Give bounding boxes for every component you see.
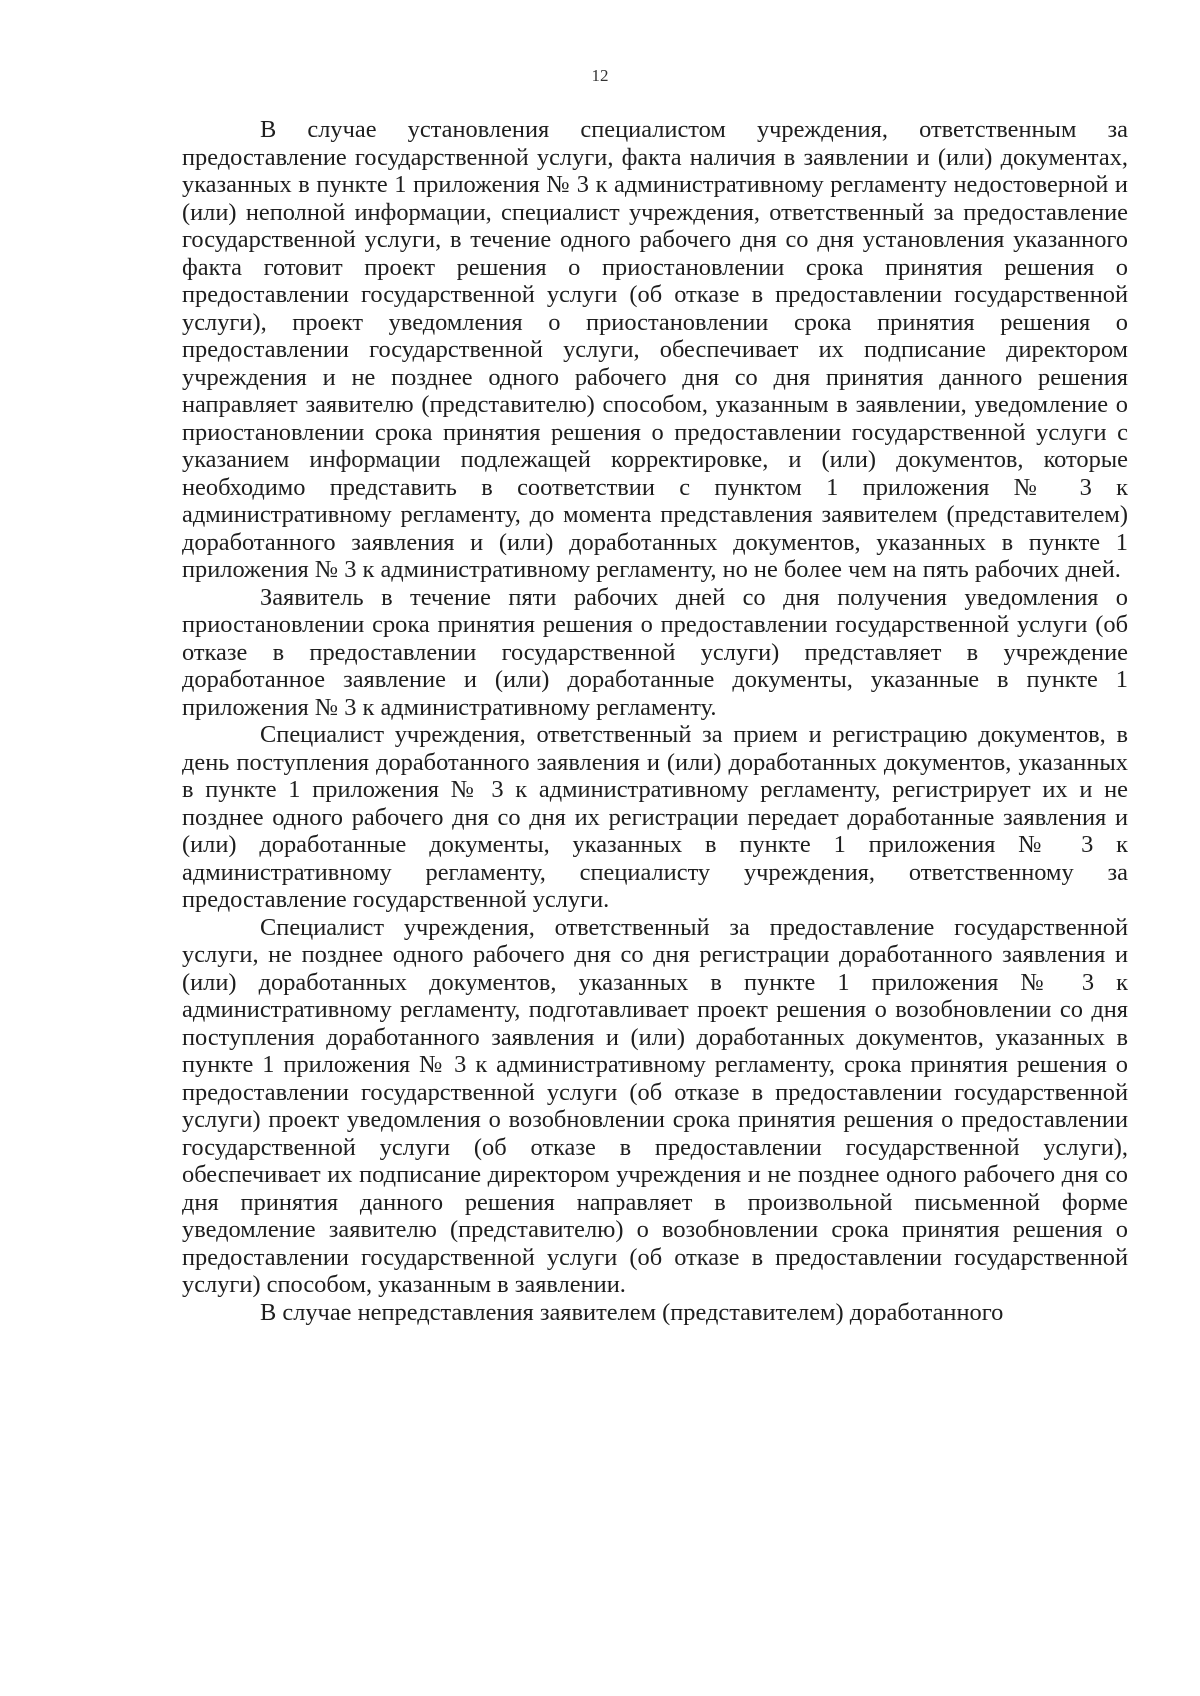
paragraph-3: Специалист учреждения, ответственный за прием и регистрацию документов, в день поступления доработанного заявления и (или) доработанных документов, указанных в пункте 1 приложения № 3 к административному регламенту, регистрирует их и не позднее одного рабочего дня со дня их регистрации передает доработанные заявления и (или) доработанные документы, указанных в пункте 1 приложения № 3 к административному регламенту, специалисту учреждения, ответственному за предоставление государственной услуги. [182,721,1128,913]
paragraph-4: Специалист учреждения, ответственный за предоставление государственной услуги, не позднее одного рабочего дня со дня регистрации доработанного заявления и (или) доработанных документов, указанных в пункте 1 приложения № 3 к административному регламенту, подготавливает проект решения о возобновлении со дня поступления доработанного заявления и (или) доработанных документов, указанных в пункте 1 приложения № 3 к административному регламенту, срока принятия решения о предоставлении государственной услуги (об отказе в предоставлении государственной услуги) проект уведомления о возобновлении срока принятия решения о предоставлении государственной услуги (об отказе в предоставлении государственной услуги), обеспечивает их подписание директором учреждения и не позднее одного рабочего дня со дня принятия данного решения направляет в произвольной письменной форме уведомление заявителю (представителю) о возобновлении срока принятия решения о предоставлении государственной услуги (об отказе в предоставлении государственной услуги) способом, указанным в заявлении. [182,913,1128,1298]
paragraph-2: Заявитель в течение пяти рабочих дней со дня получения уведомления о приостановлении срока принятия решения о предоставлении государственной услуги (об отказе в предоставлении государственной услуги) представляет в учреждение доработанное заявление и (или) доработанные документы, указанные в пункте 1 приложения № 3 к административному регламенту. [182,583,1128,721]
document-body [182,116,1128,1326]
paragraph-5: В случае непредставления заявителем (представителем) доработанного [260,1298,1004,1326]
paragraph-1: В случае установления специалистом учреждения, ответственным за предоставление государственной услуги, факта наличия в заявлении и (или) документах, указанных в пункте 1 приложения № 3 к административному регламенту недостоверной и (или) неполной информации, специалист учреждения, ответственный за предоставление государственной услуги, в течение одного рабочего дня со дня установления указанного факта готовит проект решения о приостановлении срока принятия решения о предоставлении государственной услуги (об отказе в предоставлении государственной услуги), проект уведомления о приостановлении срока принятия решения о предоставлении государственной услуги, обеспечивает их подписание директором учреждения и не позднее одного рабочего дня со дня принятия данного решения направляет заявителю (представителю) способом, указанным в заявлении, уведомление о приостановлении срока принятия решения о предоставлении государственной услуги с указанием информации подлежащей корректировке, и (или) документов, которые необходимо представить в соответствии с пунктом 1 приложения № 3 к административному регламенту, до момента представления заявителем (представителем) доработанного заявления и (или) доработанных документов, указанных в пункте 1 приложения № 3 к административному регламенту, но не более чем на пять рабочих дней. [182,116,1128,583]
page-number: 12 [591,66,609,85]
